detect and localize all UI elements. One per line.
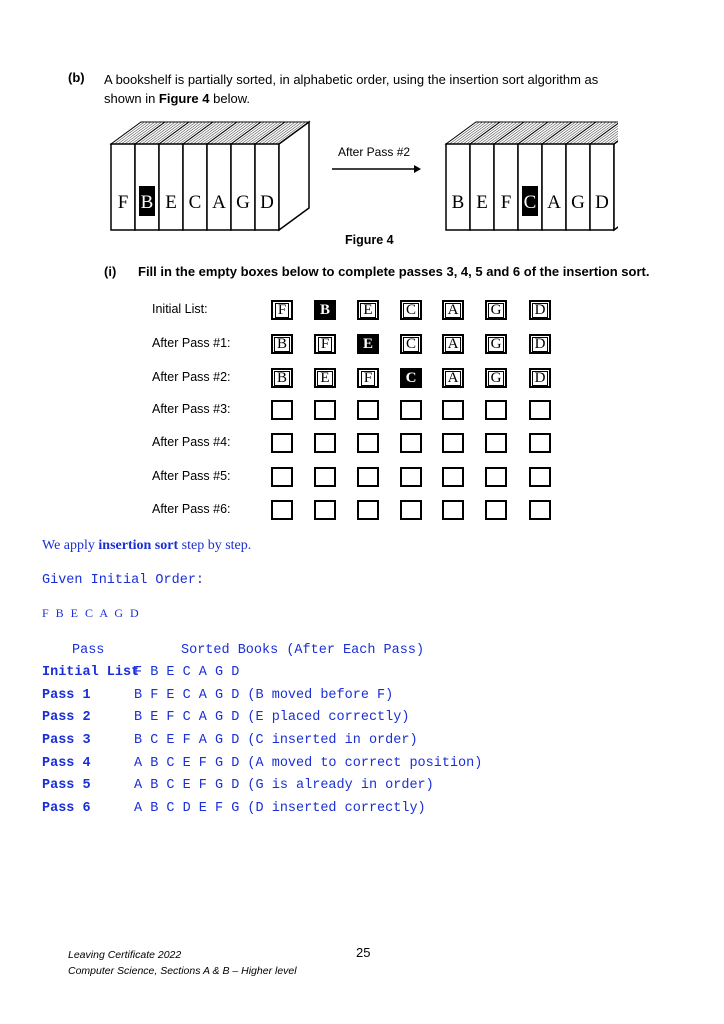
letter-box: C [400, 300, 422, 320]
letter-box: C [400, 334, 422, 354]
pass-label: After Pass #1: [152, 336, 231, 350]
letter-box: E [357, 334, 379, 354]
footer-line1: Leaving Certificate 2022 [68, 949, 182, 961]
letter-box: F [357, 368, 379, 388]
book-letter: B [451, 192, 465, 213]
empty-answer-box[interactable] [442, 433, 464, 453]
pass-label: After Pass #3: [152, 402, 231, 416]
book-letter: D [595, 192, 609, 213]
letter-box: F [314, 334, 336, 354]
answer-row-pass: Initial List [42, 665, 140, 680]
pass-label: Initial List: [152, 302, 208, 316]
book-letter: D [260, 192, 274, 213]
letter-box: G [485, 334, 507, 354]
book-letter: E [165, 192, 177, 213]
letter-box: D [529, 334, 551, 354]
footer-exam-info [68, 947, 297, 979]
book-letter: G [236, 192, 250, 213]
answer-row-value: A B C E F G D (A moved to correct position) [134, 756, 483, 771]
letter-box: C [400, 368, 422, 388]
figure-caption: Figure 4 [345, 233, 394, 247]
empty-answer-box[interactable] [529, 500, 551, 520]
book-letter: E [476, 192, 488, 213]
empty-answer-box[interactable] [400, 433, 422, 453]
empty-answer-box[interactable] [357, 500, 379, 520]
letter-box: G [485, 368, 507, 388]
answer-row-value: A B C D E F G (D inserted correctly) [134, 801, 426, 816]
letter-box: F [271, 300, 293, 320]
answer-row-pass: Pass 3 [42, 733, 91, 748]
letter-box: E [314, 368, 336, 388]
empty-answer-box[interactable] [271, 400, 293, 420]
pass-label: After Pass #6: [152, 502, 231, 516]
pass-label: After Pass #2: [152, 370, 231, 384]
answer-row-value: B F E C A G D (B moved before F) [134, 688, 394, 703]
letter-box: A [442, 368, 464, 388]
question-text-line2: shown in Figure 4 below. [104, 91, 250, 106]
letter-box: E [357, 300, 379, 320]
answer-row-pass: Pass 2 [42, 710, 91, 725]
initial-order: F B E C A G D [42, 606, 141, 620]
answer-row-pass: Pass 1 [42, 688, 91, 703]
empty-answer-box[interactable] [529, 400, 551, 420]
empty-answer-box[interactable] [314, 400, 336, 420]
empty-answer-box[interactable] [442, 400, 464, 420]
answer-intro-bold: insertion sort [98, 538, 179, 553]
answer-intro: We apply insertion sort step by step. [42, 538, 252, 553]
empty-answer-box[interactable] [529, 467, 551, 487]
question-text [104, 70, 664, 108]
empty-answer-box[interactable] [485, 400, 507, 420]
subquestion-label: (i) [104, 264, 117, 279]
empty-answer-box[interactable] [442, 500, 464, 520]
bookshelf-figure [108, 112, 618, 232]
empty-answer-box[interactable] [357, 400, 379, 420]
empty-answer-box[interactable] [271, 467, 293, 487]
arrow-label: After Pass #2 [338, 145, 411, 159]
book-letter: A [547, 192, 561, 213]
left-bookshelf [111, 122, 309, 230]
empty-answer-box[interactable] [314, 467, 336, 487]
book-letter: F [500, 192, 512, 213]
letter-box: B [314, 300, 336, 320]
book-letter: C [523, 192, 537, 213]
answer-row-pass: Pass 4 [42, 756, 91, 771]
empty-answer-box[interactable] [400, 400, 422, 420]
empty-answer-box[interactable] [485, 433, 507, 453]
pass-label: After Pass #4: [152, 435, 231, 449]
empty-answer-box[interactable] [400, 500, 422, 520]
question-text-line1: A bookshelf is partially sorted, in alphabetic order, using the insertion sort algorithm as [104, 72, 599, 87]
table-header-sorted: Sorted Books (After Each Pass) [181, 643, 425, 658]
right-bookshelf [446, 122, 618, 230]
subquestion-text: Fill in the empty boxes below to complete passes 3, 4, 5 and 6 of the insertion sort. [138, 264, 650, 279]
answer-row-value: B C E F A G D (C inserted in order) [134, 733, 418, 748]
question-label: (b) [68, 70, 85, 85]
pass-label: After Pass #5: [152, 469, 231, 483]
letter-box: A [442, 334, 464, 354]
empty-answer-box[interactable] [314, 500, 336, 520]
book-letter: A [212, 192, 226, 213]
empty-answer-box[interactable] [271, 500, 293, 520]
page-number: 25 [356, 945, 371, 960]
answer-row-value: B E F C A G D (E placed correctly) [134, 710, 410, 725]
empty-answer-box[interactable] [314, 433, 336, 453]
letter-box: G [485, 300, 507, 320]
given-heading: Given Initial Order: [42, 573, 205, 588]
table-header-pass: Pass [72, 643, 105, 658]
letter-box: A [442, 300, 464, 320]
empty-answer-box[interactable] [271, 433, 293, 453]
book-letter: F [117, 192, 129, 213]
letter-box: D [529, 300, 551, 320]
empty-answer-box[interactable] [529, 433, 551, 453]
empty-answer-box[interactable] [400, 467, 422, 487]
footer-line2: Computer Science, Sections A & B – Higher level [68, 965, 297, 977]
letter-box: B [271, 368, 293, 388]
letter-box: B [271, 334, 293, 354]
book-letter: B [140, 192, 154, 213]
answer-row-pass: Pass 5 [42, 778, 91, 793]
figure-reference: Figure 4 [158, 91, 210, 106]
arrow [332, 165, 421, 173]
empty-answer-box[interactable] [442, 467, 464, 487]
empty-answer-box[interactable] [485, 467, 507, 487]
empty-answer-box[interactable] [357, 433, 379, 453]
letter-box: D [529, 368, 551, 388]
book-letter: C [188, 192, 202, 213]
answer-row-value: F B E C A G D [134, 665, 240, 680]
book-letter: G [571, 192, 585, 213]
empty-answer-box[interactable] [357, 467, 379, 487]
empty-answer-box[interactable] [485, 500, 507, 520]
answer-row-pass: Pass 6 [42, 801, 91, 816]
answer-row-value: A B C E F G D (G is already in order) [134, 778, 434, 793]
